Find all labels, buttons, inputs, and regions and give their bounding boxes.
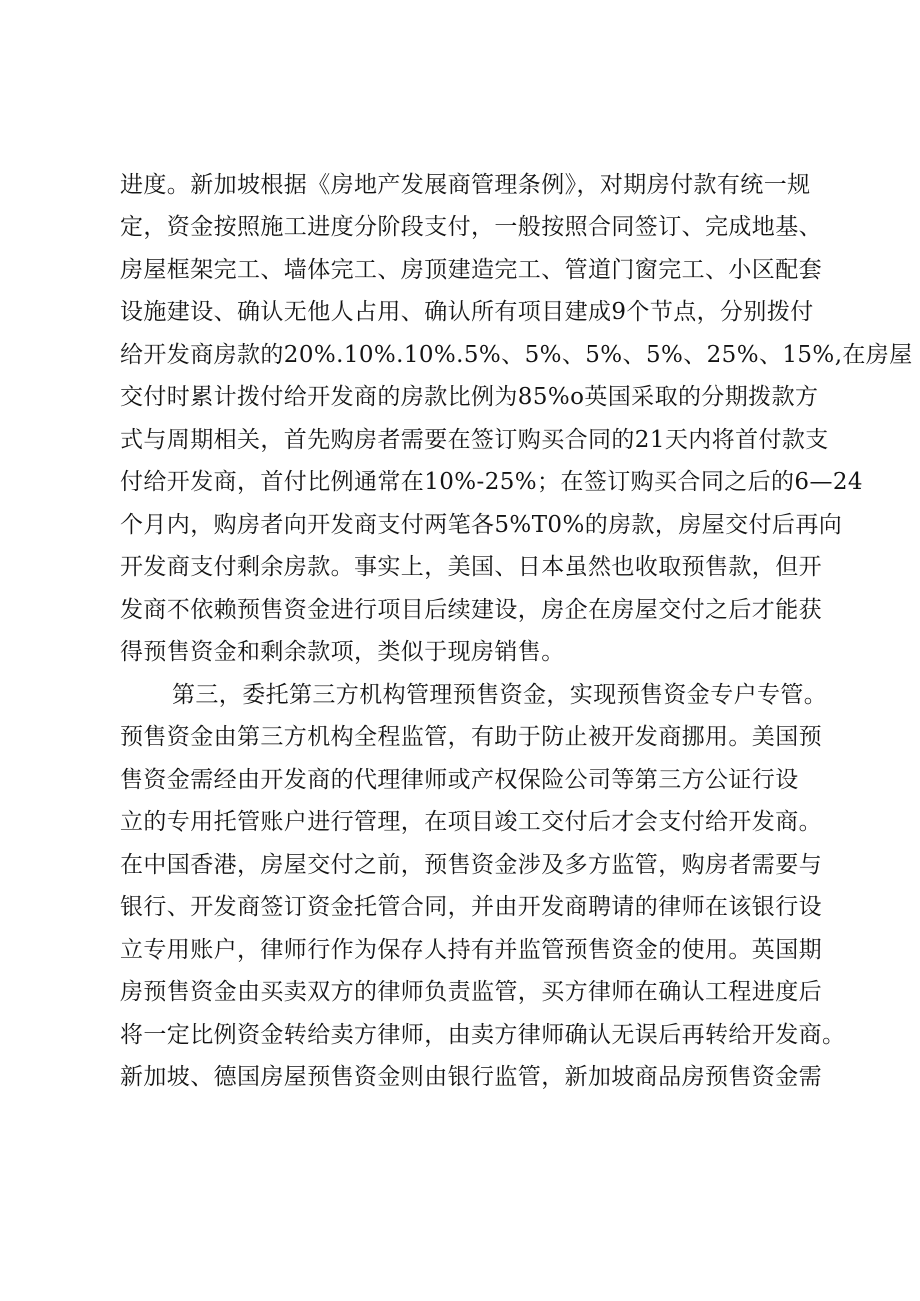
text-line: 交付时累计拨付给开发商的房款比例为85%o英国采取的分期拨款方 xyxy=(120,384,819,410)
text-line: 给开发商房款的20%.10%.10%.5%、5%、5%、5%、25%、15%,在房屋 xyxy=(120,342,913,368)
text-line: 房屋框架完工、墙体完工、房顶建造完工、管道门窗完工、小区配套 xyxy=(120,257,822,283)
text-line: 付给开发商，首付比例通常在10%-25%；在签订购买合同之后的6—24 xyxy=(120,469,863,495)
text-line: 立的专用托管账户进行管理，在项目竣工交付后才会支付给开发商。 xyxy=(120,809,822,835)
text-line: 设施建设、确认无他人占用、确认所有项目建成9个节点，分别拨付 xyxy=(120,299,814,325)
text-line: 银行、开发商签订资金托管合同，并由开发商聘请的律师在该银行设 xyxy=(120,894,822,920)
paragraph-first-line: 第三，委托第三方机构管理预售资金，实现预售资金专户专管。 xyxy=(172,682,828,708)
text-line: 个月内，购房者向开发商支付两笔各5%T0%的房款，房屋交付后再向 xyxy=(120,512,843,538)
text-line: 预售资金由第三方机构全程监管，有助于防止被开发商挪用。美国预 xyxy=(120,724,822,750)
text-line: 开发商支付剩余房款。事实上，美国、日本虽然也收取预售款，但开 xyxy=(120,554,822,580)
text-line: 发商不依赖预售资金进行项目后续建设，房企在房屋交付之后才能获 xyxy=(120,597,822,623)
text-line: 将一定比例资金转给卖方律师，由卖方律师确认无误后再转给开发商。 xyxy=(120,1022,846,1048)
text-line: 进度。新加坡根据《房地产发展商管理条例》，对期房付款有统一规 xyxy=(120,172,811,198)
text-line: 式与周期相关，首先购房者需要在签订购买合同的21天内将首付款支 xyxy=(120,427,829,453)
text-line: 得预售资金和剩余款项，类似于现房销售。 xyxy=(120,639,565,665)
text-line: 立专用账户，律师行作为保存人持有并监管预售资金的使用。英国期 xyxy=(120,937,822,963)
text-line: 售资金需经由开发商的代理律师或产权保险公司等第三方公证行设 xyxy=(120,767,799,793)
text-line: 新加坡、德国房屋预售资金则由银行监管，新加坡商品房预售资金需 xyxy=(120,1064,822,1090)
text-line: 在中国香港，房屋交付之前，预售资金涉及多方监管，购房者需要与 xyxy=(120,852,822,878)
text-line: 定，资金按照施工进度分阶段支付，一般按照合同签订、完成地基、 xyxy=(120,214,822,240)
text-line: 房预售资金由买卖双方的律师负责监管，买方律师在确认工程进度后 xyxy=(120,979,822,1005)
